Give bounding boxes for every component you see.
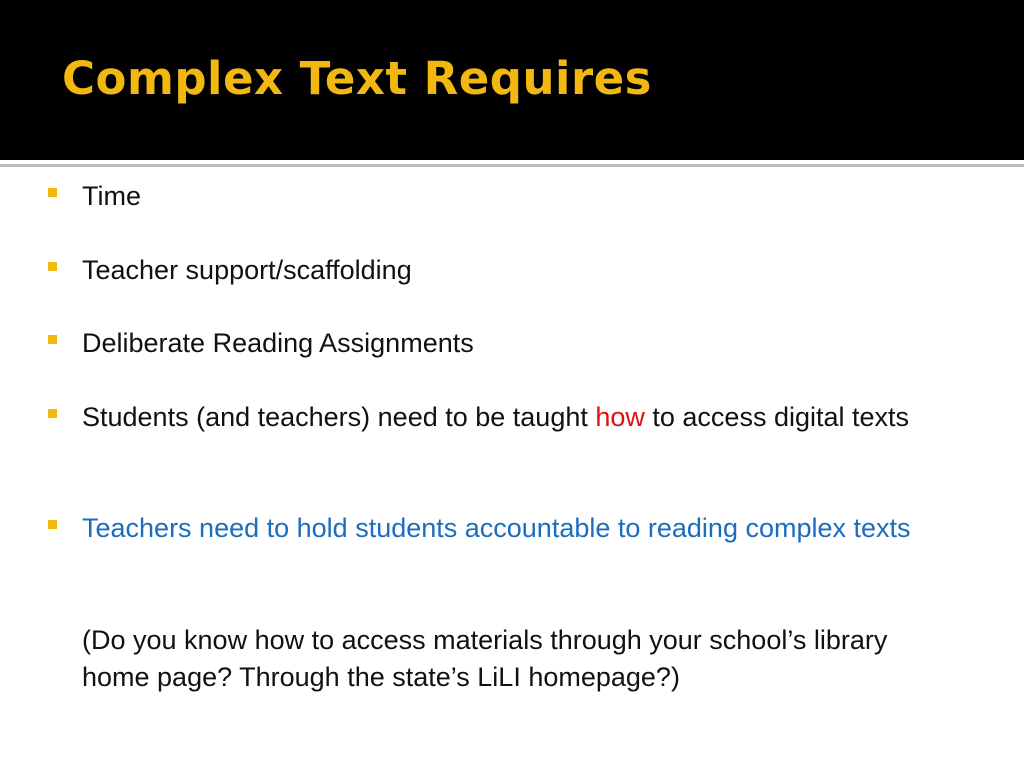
bullet-text: Time — [82, 181, 141, 211]
bullet-text: Teacher support/scaffolding — [82, 255, 412, 285]
bullet-text: Teachers need to hold students accountable to reading complex texts — [82, 513, 911, 543]
bullet-text: Deliberate Reading Assignments — [82, 328, 474, 358]
bullet-text — [82, 399, 952, 436]
bullet-square-icon — [48, 335, 57, 344]
bullet-square-icon — [48, 409, 57, 418]
bullet-square-icon — [48, 262, 57, 271]
slide-title: Complex Text Requires — [62, 52, 652, 105]
highlight-how: how — [595, 402, 645, 432]
bullet-square-icon — [48, 520, 57, 529]
bullet-square-icon — [48, 188, 57, 197]
bullet-text-before: Students (and teachers) need to be taught — [82, 402, 596, 432]
library-access-note: (Do you know how to access materials through your school’s library home page? Through the state’s LiLI homepage?) — [82, 625, 888, 692]
bullet-text-after: to access digital texts — [644, 402, 910, 432]
